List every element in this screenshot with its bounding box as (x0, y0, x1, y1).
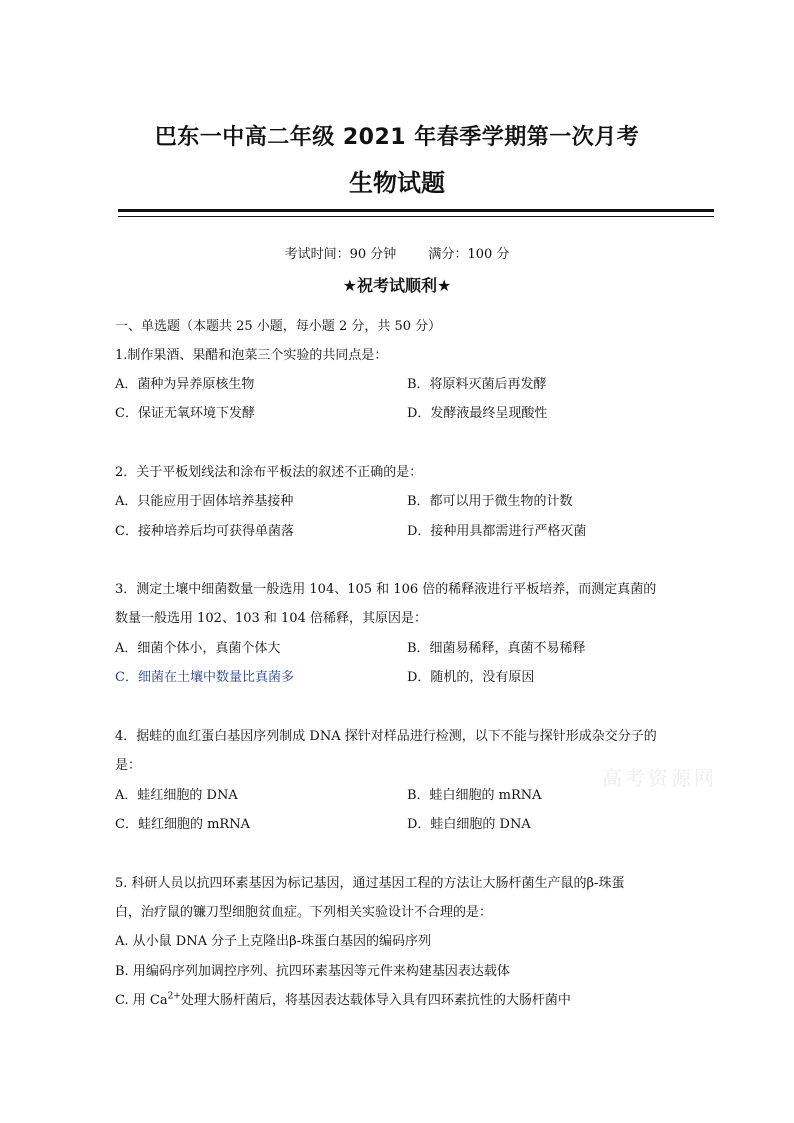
question-2-option-a: A．只能应用于固体培养基接种 (115, 494, 294, 509)
question-5-option-c-prefix: C. 用 Ca (115, 993, 168, 1008)
question-4-stem-line-1: 4．据蛙的血红蛋白基因序列制成 DNA 探针对样品进行检测，以下不能与探针形成杂交分子的 (115, 729, 657, 744)
question-3-option-a: A．细菌个体小，真菌个体大 (115, 641, 281, 656)
question-3-option-b: B．细菌易稀释，真菌不易稀释 (407, 641, 586, 656)
question-2-option-d: D．接种用具都需进行严格灭菌 (407, 524, 587, 539)
question-2-option-c: C．接种培养后均可获得单菌落 (115, 524, 294, 539)
calcium-charge: 2+ (167, 991, 181, 1002)
question-1-stem: 1.制作果酒、果醋和泡菜三个实验的共同点是： (115, 348, 388, 363)
question-1-option-b: B．将原料灭菌后再发酵 (407, 377, 547, 392)
exam-info (0, 243, 794, 262)
question-4-option-c: C．蛙红细胞的 mRNA (115, 817, 250, 832)
question-5-stem-line-1: 5. 科研人员以抗四环素基因为标记基因，通过基因工程的方法让大肠杆菌生产鼠的β-珠蛋 (115, 876, 625, 891)
question-5-option-b: B. 用编码序列加调控序列、抗四环素基因等元件来构建基因表达载体 (115, 964, 510, 979)
question-5-option-c-text: 处理大肠杆菌后，将基因表达载体导入具有四环素抗性的大肠杆菌中 (180, 993, 571, 1008)
question-3-option-c: C．细菌在土壤中数量比真菌多 (115, 670, 294, 685)
question-5-option-c (115, 989, 571, 1008)
header-rule-thin (118, 216, 714, 217)
question-3-stem-line-2: 数量一般选用 102、103 和 104 倍稀释，其原因是： (115, 611, 427, 626)
question-4-option-a: A．蛙红细胞的 DNA (115, 788, 238, 803)
question-5-stem-line-2: 白，治疗鼠的镰刀型细胞贫血症。下列相关实验设计不合理的是： (115, 905, 493, 920)
section-heading: 一、单选题（本题共 25 小题，每小题 2 分，共 50 分） (115, 319, 442, 334)
question-4-stem-line-2: 是： (115, 758, 142, 773)
exam-subject: 生物试题 (349, 169, 445, 197)
question-5-option-a: A. 从小鼠 DNA 分子上克隆出β-珠蛋白基因的编码序列 (115, 934, 432, 949)
exam-time: 考试时间：90 分钟 (284, 247, 397, 262)
question-3-stem-line-1: 3．测定土壤中细菌数量一般选用 104、105 和 106 倍的稀释液进行平板培养，而测定真菌的 (115, 582, 657, 597)
exam-title: 巴东一中高二年级 2021 年春季学期第一次月考 (154, 125, 640, 150)
question-2-stem: 2．关于平板划线法和涂布平板法的叙述不正确的是： (115, 465, 423, 480)
question-2-option-b: B．都可以用于微生物的计数 (407, 494, 573, 509)
watermark: 高考资源网 (602, 766, 717, 790)
good-luck-line: ★祝考试顺利★ (342, 276, 452, 295)
exam-score: 满分：100 分 (428, 247, 510, 262)
header-rule-thick (118, 209, 714, 212)
question-1-option-d: D．发酵液最终呈现酸性 (407, 406, 548, 421)
question-1-option-a: A．菌种为异养原核生物 (115, 377, 255, 392)
question-4-option-b: B．蛙白细胞的 mRNA (407, 788, 542, 803)
question-3-option-d: D．随机的，没有原因 (407, 670, 535, 685)
question-1-option-c: C．保证无氧环境下发酵 (115, 406, 255, 421)
question-4-option-d: D．蛙白细胞的 DNA (407, 817, 531, 832)
